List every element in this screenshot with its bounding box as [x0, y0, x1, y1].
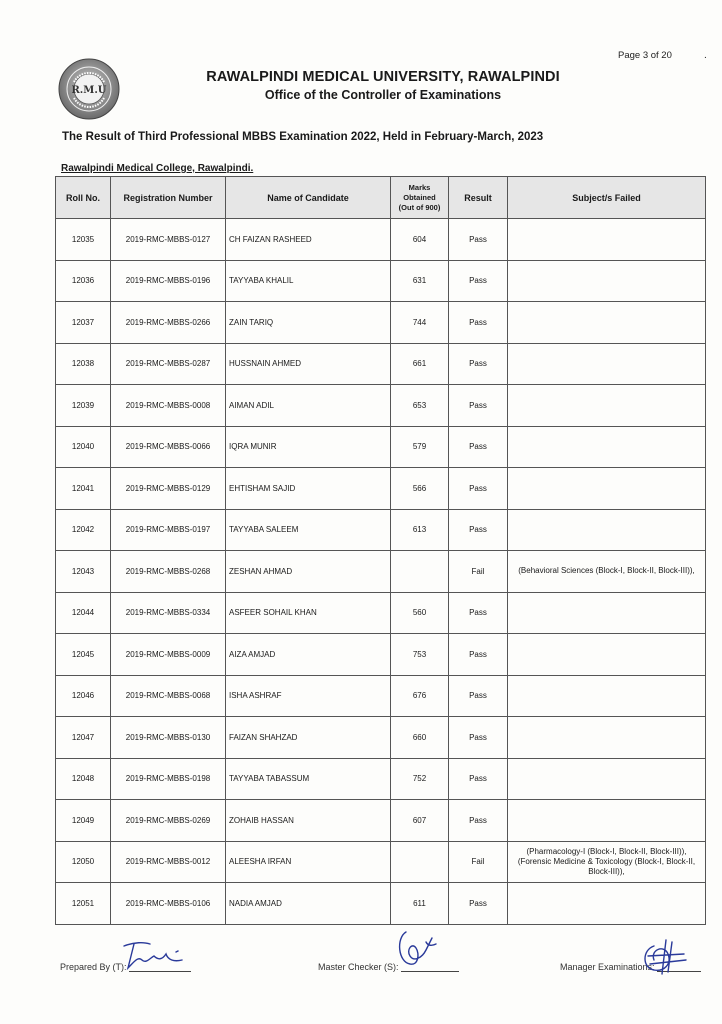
cell-name: NADIA AMJAD	[226, 883, 391, 925]
table-row	[56, 260, 706, 302]
cell-subjects-failed	[508, 717, 706, 759]
cell-result: Pass	[449, 468, 508, 510]
cell-name: ZOHAIB HASSAN	[226, 800, 391, 842]
cell-roll: 12036	[56, 260, 111, 302]
cell-name: ALEESHA IRFAN	[226, 841, 391, 883]
table-row	[56, 551, 706, 593]
table-row	[56, 800, 706, 842]
seal-lettering: R.M.U	[71, 85, 107, 96]
office-title: Office of the Controller of Examinations	[264, 88, 502, 102]
result-title: The Result of Third Professional MBBS Examination 2022, Held in February-March, 2023	[62, 131, 544, 143]
cell-registration: 2019-RMC-MBBS-0008	[111, 385, 226, 427]
header-roll: Roll No.	[56, 177, 111, 219]
cell-registration: 2019-RMC-MBBS-0198	[111, 758, 226, 800]
cell-roll: 12044	[56, 592, 111, 634]
cell-registration: 2019-RMC-MBBS-0106	[111, 883, 226, 925]
header-marks-line2: Obtained	[403, 192, 436, 202]
cell-roll: 12037	[56, 302, 111, 344]
cell-marks: 613	[391, 509, 449, 551]
cell-name: ZESHAN AHMAD	[226, 551, 391, 593]
cell-roll: 12049	[56, 800, 111, 842]
cell-result: Pass	[449, 717, 508, 759]
manager-label: Manager Examinations:	[560, 962, 655, 972]
page-dot: .	[704, 50, 707, 61]
cell-name: ISHA ASHRAF	[226, 675, 391, 717]
cell-name: AIMAN ADIL	[226, 385, 391, 427]
header-marks-line3: (Out of 900)	[398, 202, 441, 212]
cell-name: HUSSNAIN AHMED	[226, 343, 391, 385]
cell-subjects-failed	[508, 468, 706, 510]
cell-name: FAIZAN SHAHZAD	[226, 717, 391, 759]
cell-result: Fail	[449, 841, 508, 883]
cell-marks: 752	[391, 758, 449, 800]
table-row	[56, 426, 706, 468]
cell-registration: 2019-RMC-MBBS-0009	[111, 634, 226, 676]
university-title: RAWALPINDI MEDICAL UNIVERSITY, RAWALPINDI	[206, 69, 560, 85]
table-row	[56, 675, 706, 717]
cell-result: Pass	[449, 592, 508, 634]
cell-marks: 653	[391, 385, 449, 427]
cell-marks	[391, 551, 449, 593]
table-row	[56, 302, 706, 344]
cell-marks: 661	[391, 343, 449, 385]
cell-marks	[391, 841, 449, 883]
table-header-row	[56, 177, 706, 219]
cell-name: ZAIN TARIQ	[226, 302, 391, 344]
cell-marks: 753	[391, 634, 449, 676]
table-row	[56, 343, 706, 385]
cell-registration: 2019-RMC-MBBS-0269	[111, 800, 226, 842]
cell-registration: 2019-RMC-MBBS-0334	[111, 592, 226, 634]
cell-registration: 2019-RMC-MBBS-0129	[111, 468, 226, 510]
cell-subjects-failed	[508, 883, 706, 925]
cell-subjects-failed	[508, 509, 706, 551]
header-failed: Subject/s Failed	[508, 177, 706, 219]
cell-name: TAYYABA KHALIL	[226, 260, 391, 302]
cell-roll: 12046	[56, 675, 111, 717]
cell-result: Fail	[449, 551, 508, 593]
cell-result: Pass	[449, 883, 508, 925]
cell-subjects-failed	[508, 800, 706, 842]
cell-name: EHTISHAM SAJID	[226, 468, 391, 510]
cell-result: Pass	[449, 343, 508, 385]
cell-name: ASFEER SOHAIL KHAN	[226, 592, 391, 634]
cell-registration: 2019-RMC-MBBS-0197	[111, 509, 226, 551]
table-row	[56, 634, 706, 676]
prepared-by-label: Prepared By (T):	[60, 962, 127, 972]
college-name: Rawalpindi Medical College, Rawalpindi.	[61, 163, 254, 174]
cell-subjects-failed	[508, 675, 706, 717]
cell-registration: 2019-RMC-MBBS-0127	[111, 219, 226, 261]
cell-registration: 2019-RMC-MBBS-0068	[111, 675, 226, 717]
cell-result: Pass	[449, 800, 508, 842]
cell-name: CH FAIZAN RASHEED	[226, 219, 391, 261]
cell-roll: 12048	[56, 758, 111, 800]
cell-roll: 12042	[56, 509, 111, 551]
header-result: Result	[449, 177, 508, 219]
cell-roll: 12051	[56, 883, 111, 925]
cell-subjects-failed	[508, 343, 706, 385]
cell-roll: 12035	[56, 219, 111, 261]
cell-result: Pass	[449, 260, 508, 302]
table-row	[56, 468, 706, 510]
cell-marks: 566	[391, 468, 449, 510]
cell-subjects-failed	[508, 592, 706, 634]
cell-name: IQRA MUNIR	[226, 426, 391, 468]
cell-name: TAYYABA SALEEM	[226, 509, 391, 551]
cell-registration: 2019-RMC-MBBS-0268	[111, 551, 226, 593]
table-row	[56, 841, 706, 883]
cell-roll: 12050	[56, 841, 111, 883]
table-row	[56, 592, 706, 634]
cell-registration: 2019-RMC-MBBS-0266	[111, 302, 226, 344]
cell-marks: 604	[391, 219, 449, 261]
header-name: Name of Candidate	[226, 177, 391, 219]
cell-marks: 660	[391, 717, 449, 759]
cell-result: Pass	[449, 634, 508, 676]
cell-roll: 12047	[56, 717, 111, 759]
cell-result: Pass	[449, 385, 508, 427]
table-row	[56, 883, 706, 925]
cell-result: Pass	[449, 426, 508, 468]
cell-registration: 2019-RMC-MBBS-0287	[111, 343, 226, 385]
cell-subjects-failed	[508, 385, 706, 427]
cell-registration: 2019-RMC-MBBS-0066	[111, 426, 226, 468]
cell-roll: 12045	[56, 634, 111, 676]
cell-subjects-failed	[508, 634, 706, 676]
cell-roll: 12040	[56, 426, 111, 468]
cell-marks: 560	[391, 592, 449, 634]
cell-registration: 2019-RMC-MBBS-0012	[111, 841, 226, 883]
cell-roll: 12038	[56, 343, 111, 385]
cell-marks: 611	[391, 883, 449, 925]
cell-marks: 607	[391, 800, 449, 842]
cell-roll: 12043	[56, 551, 111, 593]
cell-roll: 12039	[56, 385, 111, 427]
table-row	[56, 758, 706, 800]
cell-result: Pass	[449, 758, 508, 800]
cell-registration: 2019-RMC-MBBS-0130	[111, 717, 226, 759]
header-marks-line1: Marks	[408, 182, 431, 192]
cell-roll: 12041	[56, 468, 111, 510]
results-table	[55, 176, 706, 925]
cell-marks: 744	[391, 302, 449, 344]
prepared-signature-icon	[120, 938, 190, 972]
cell-registration: 2019-RMC-MBBS-0196	[111, 260, 226, 302]
cell-subjects-failed: (Pharmacology-I (Block-I, Block-II, Block-III)), (Forensic Medicine & Toxicology (Block-I, Block-II, Block-III)),	[508, 841, 706, 883]
table-row	[56, 509, 706, 551]
cell-marks: 579	[391, 426, 449, 468]
cell-name: AIZA AMJAD	[226, 634, 391, 676]
cell-subjects-failed	[508, 426, 706, 468]
cell-subjects-failed: (Behavioral Sciences (Block-I, Block-II, Block-III)),	[508, 551, 706, 593]
header-marks	[391, 177, 449, 219]
cell-subjects-failed	[508, 758, 706, 800]
checker-signature-icon	[392, 928, 442, 970]
header-registration: Registration Number	[111, 177, 226, 219]
manager-signature-icon	[636, 938, 688, 976]
master-checker-label: Master Checker (S):	[318, 962, 399, 972]
cell-result: Pass	[449, 302, 508, 344]
table-row	[56, 717, 706, 759]
cell-subjects-failed	[508, 302, 706, 344]
cell-subjects-failed	[508, 260, 706, 302]
cell-result: Pass	[449, 675, 508, 717]
cell-result: Pass	[449, 219, 508, 261]
cell-marks: 631	[391, 260, 449, 302]
page-number: Page 3 of 20	[618, 50, 672, 61]
cell-name: TAYYABA TABASSUM	[226, 758, 391, 800]
cell-subjects-failed	[508, 219, 706, 261]
table-row	[56, 385, 706, 427]
table-row	[56, 219, 706, 261]
cell-result: Pass	[449, 509, 508, 551]
cell-marks: 676	[391, 675, 449, 717]
